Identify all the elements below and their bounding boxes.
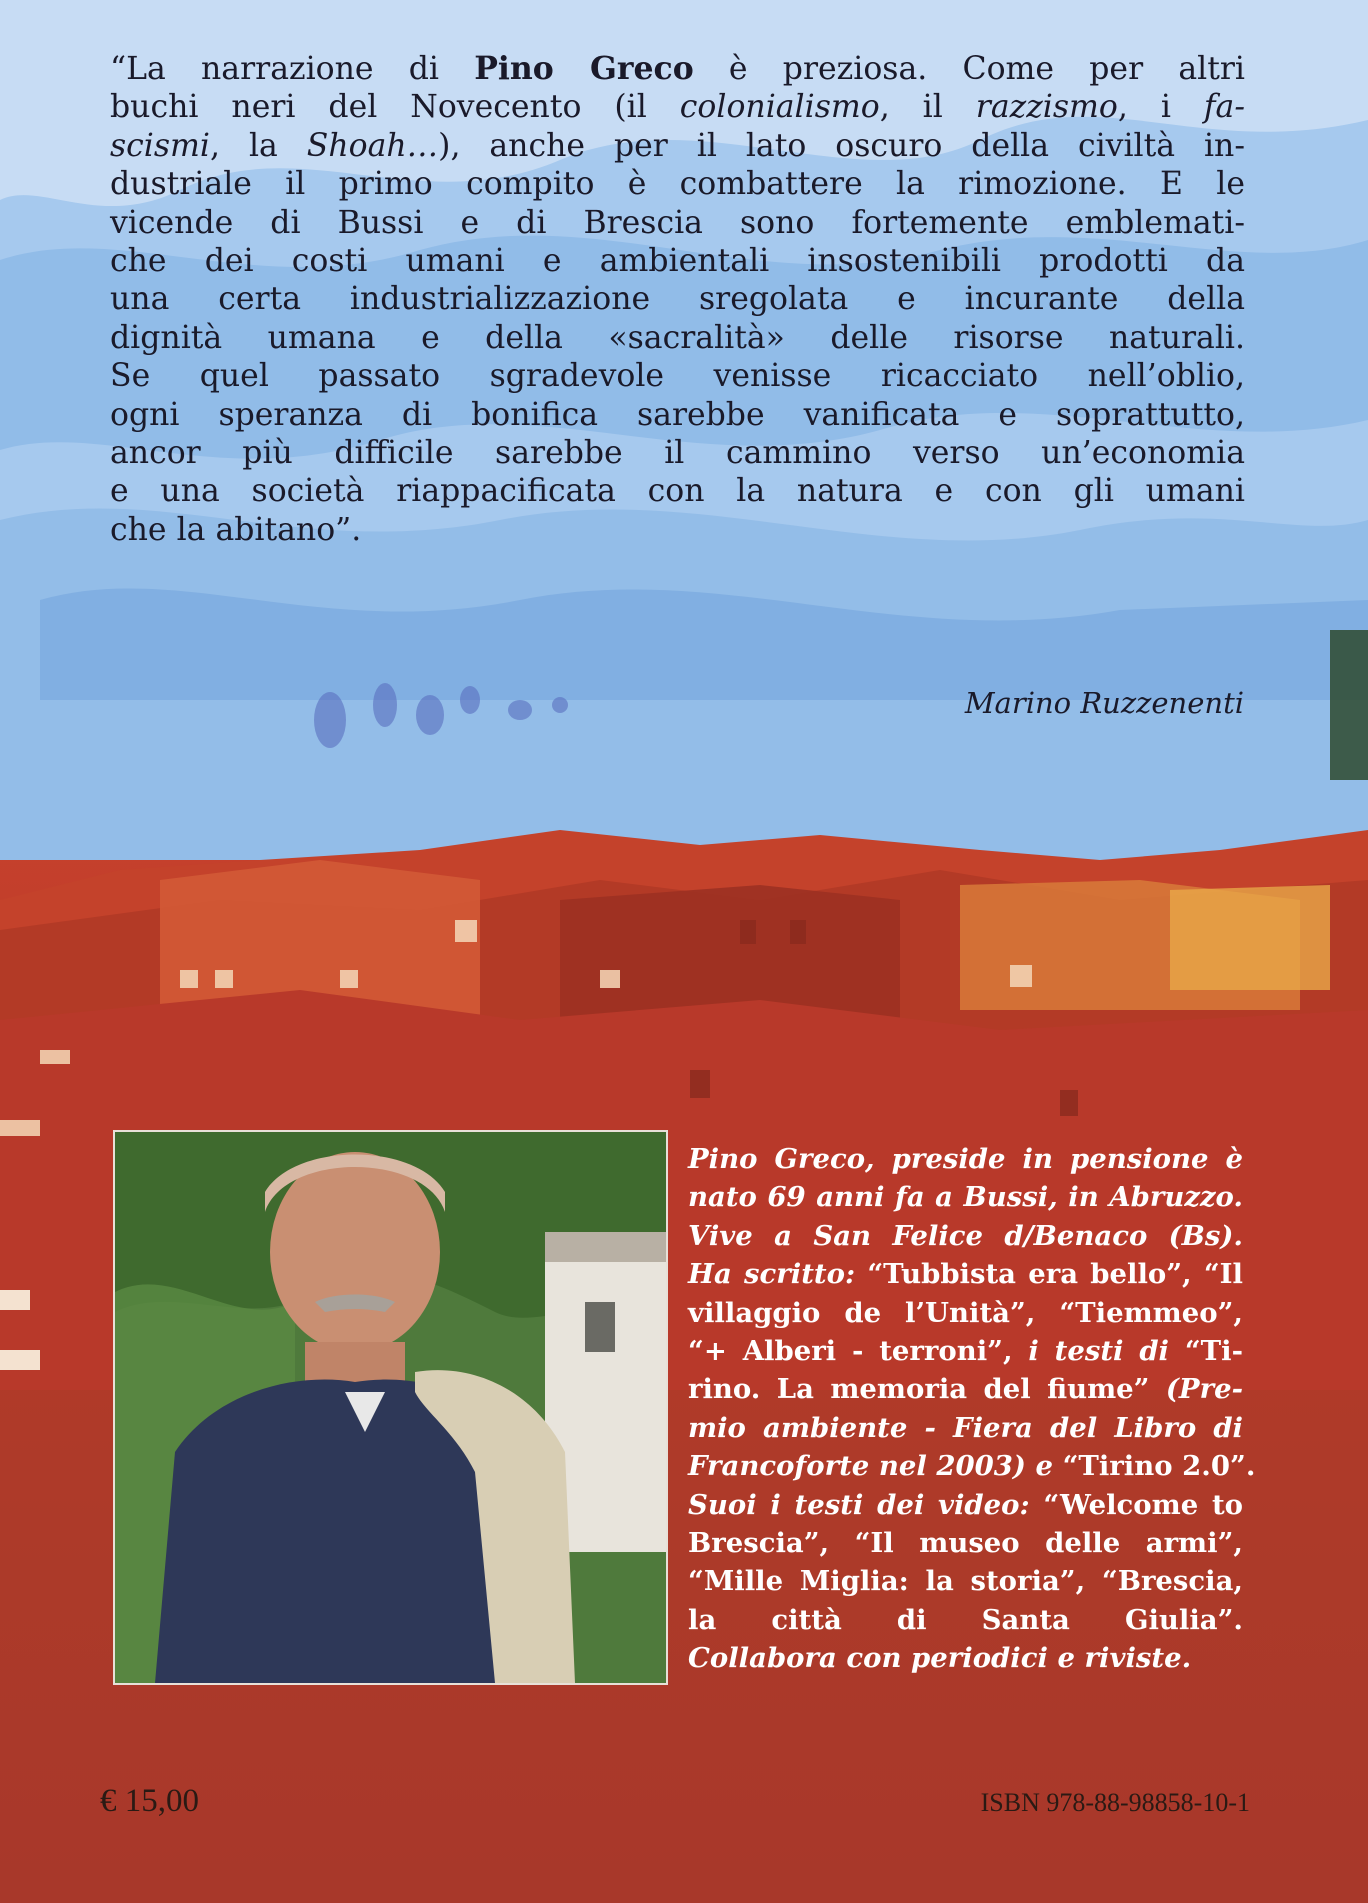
quote-line: ogni speranza di bonifica sarebbe vanificata e soprattutto,	[110, 396, 1245, 433]
bio-line: mio ambiente - Fiera del Libro di	[688, 1411, 1243, 1444]
bio-line: Francoforte nel 2003) e “Tirino 2.0”.	[688, 1450, 1256, 1483]
bio-line: Suoi i testi dei video: “Welcome to	[688, 1488, 1243, 1521]
isbn: ISBN 978-88-98858-10-1	[980, 1788, 1250, 1817]
price: € 15,00	[100, 1783, 199, 1819]
bio-line: “+ Alberi - terroni”, i testi di “Ti-	[688, 1335, 1243, 1368]
bio-line: Ha scritto: “Tubbista era bello”, “Il	[688, 1258, 1243, 1291]
bio-line: Brescia”, “Il museo delle armi”,	[688, 1527, 1243, 1560]
quote-line: scismi, la Shoah…), anche per il lato oscuro della civiltà in-	[110, 127, 1245, 164]
quote-line: e una società riappacificata con la natura e con gli umani	[110, 473, 1245, 510]
quote-line: buchi neri del Novecento (il colonialismo, il razzismo, i fa-	[110, 89, 1245, 126]
quote-line: che dei costi umani e ambientali insostenibili prodotti da	[110, 243, 1245, 280]
bio-line: Vive a San Felice d/Benaco (Bs).	[688, 1219, 1243, 1252]
quote-author: Marino Ruzzenenti	[964, 686, 1244, 720]
quote-line: ancor più difficile sarebbe il cammino verso un’economia	[110, 435, 1245, 472]
portrait-image	[115, 1132, 666, 1683]
quote-line: “La narrazione di Pino Greco è preziosa. Come per altri	[110, 50, 1245, 87]
author-photo	[113, 1130, 668, 1685]
quote-line: Se quel passato sgradevole venisse ricacciato nell’oblio,	[110, 358, 1245, 395]
quote-line: vicende di Bussi e di Brescia sono fortemente emblemati-	[110, 204, 1245, 241]
bio-line: rino. La memoria del fiume” (Pre-	[688, 1373, 1243, 1406]
bio-line: Pino Greco, preside in pensione è	[688, 1143, 1243, 1175]
quote-block	[110, 50, 1245, 549]
quote-line: una certa industrializzazione sregolata e incurante della	[110, 281, 1245, 318]
author-bio	[688, 1140, 1256, 1678]
bio-line: la città di Santa Giulia”.	[688, 1603, 1243, 1636]
quote-line: dignità umana e della «sacralità» delle risorse naturali.	[110, 319, 1245, 356]
quote-line: dustriale il primo compito è combattere la rimozione. E le	[110, 166, 1245, 203]
bio-line: “Mille Miglia: la storia”, “Brescia,	[688, 1565, 1243, 1598]
quote-line: che la abitano”.	[110, 511, 362, 548]
bio-line: villaggio de l’Unità”, “Tiemmeo”,	[688, 1296, 1243, 1329]
bio-line: nato 69 anni fa a Bussi, in Abruzzo.	[688, 1181, 1243, 1214]
bio-line: Collabora con periodici e riviste.	[688, 1642, 1192, 1675]
